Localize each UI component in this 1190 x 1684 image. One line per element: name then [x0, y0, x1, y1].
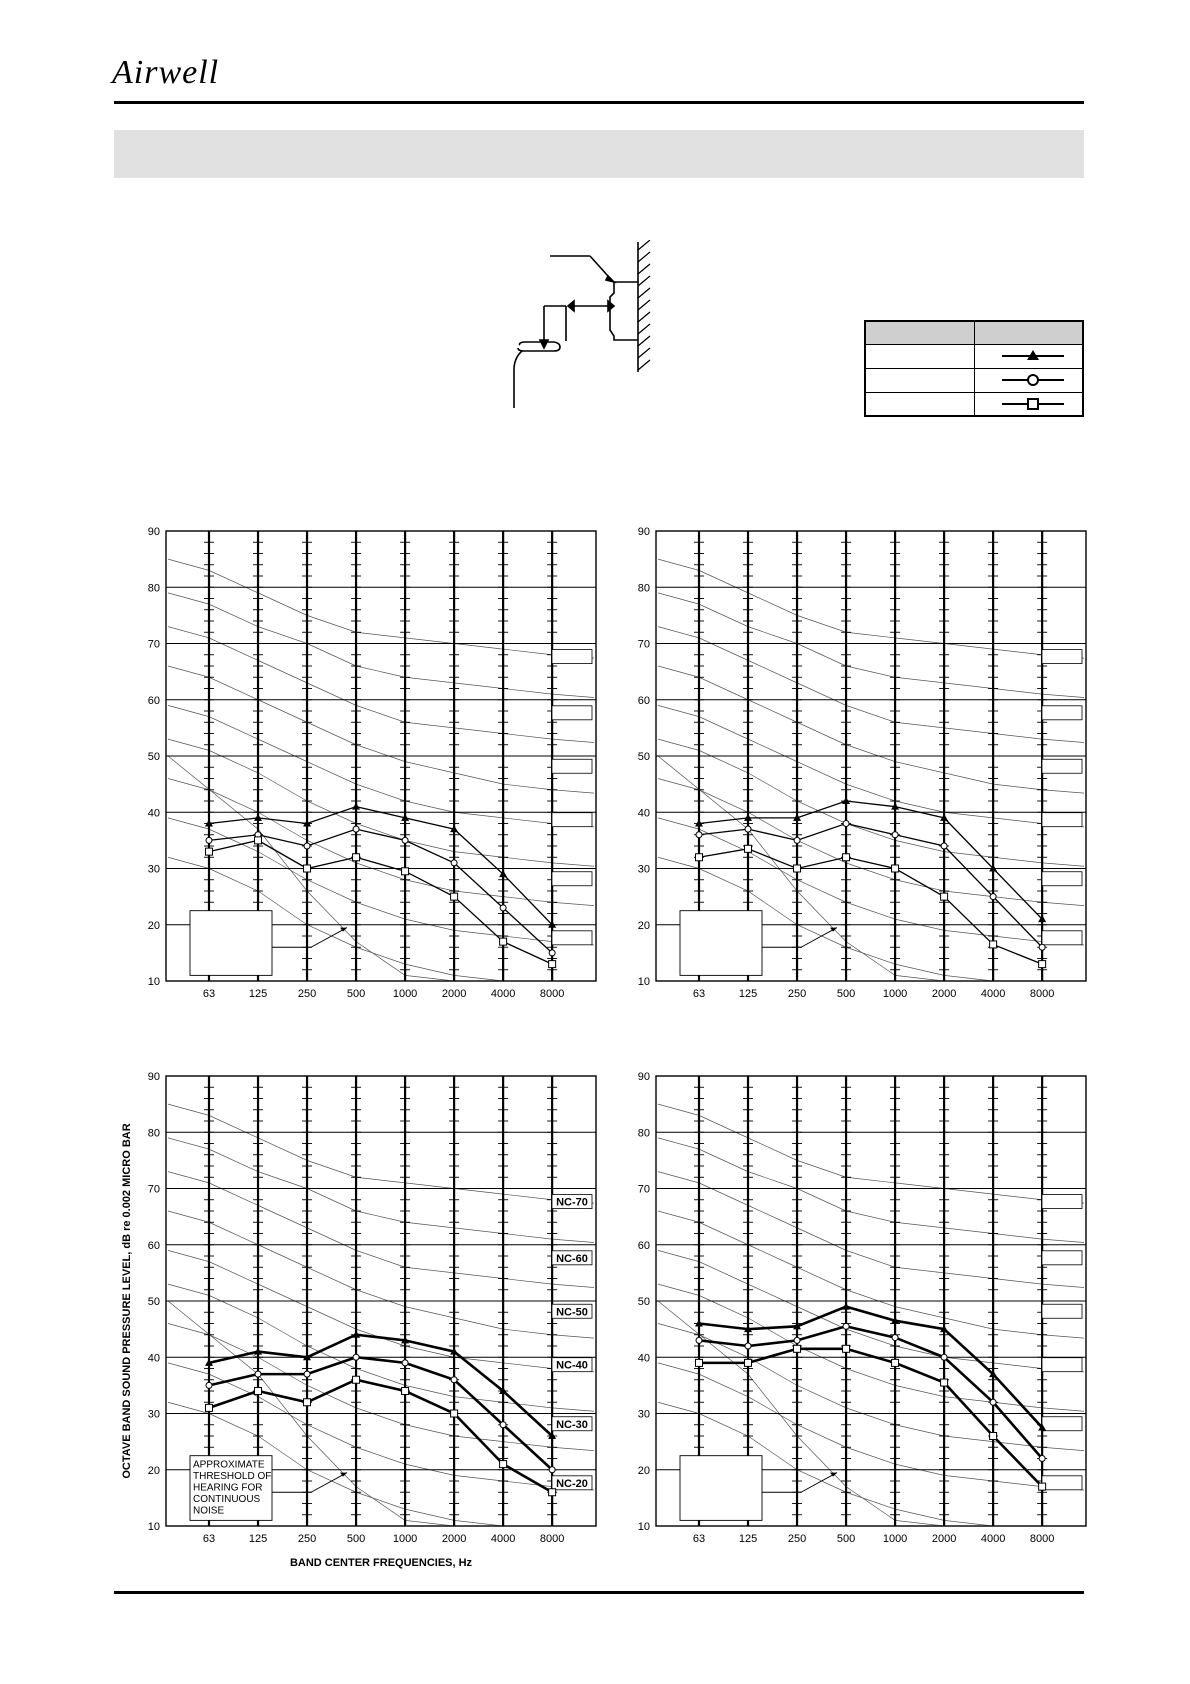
nc-label: NC-50 — [556, 1306, 588, 1319]
circle-marker-icon — [1002, 371, 1064, 389]
circle-point — [451, 860, 457, 866]
square-point — [941, 1379, 948, 1386]
nc-label-box — [1042, 1251, 1082, 1265]
x-tick-label: 1000 — [882, 988, 908, 1000]
circle-point — [255, 1371, 261, 1377]
square-point — [549, 1489, 556, 1496]
circle-point — [843, 1323, 849, 1329]
square-point — [745, 845, 752, 852]
y-tick-label: 80 — [637, 582, 650, 595]
nc-chart-3 — [110, 1070, 604, 1590]
circle-point — [990, 1399, 996, 1405]
square-point — [843, 1345, 850, 1352]
x-tick-label: 4000 — [490, 1533, 516, 1545]
square-point — [990, 1433, 997, 1440]
square-point — [500, 1461, 507, 1468]
series-legend — [864, 320, 1084, 417]
square-point — [206, 1404, 213, 1411]
square-point — [255, 837, 262, 844]
x-tick-label: 63 — [202, 988, 216, 1000]
circle-point — [402, 1360, 408, 1366]
y-tick-label: 70 — [147, 1183, 160, 1196]
square-point — [941, 893, 948, 900]
nc-label-box — [552, 650, 592, 664]
y-tick-label: 90 — [147, 1071, 160, 1083]
nc-label-box — [1042, 1358, 1082, 1372]
square-point — [745, 1359, 752, 1366]
x-tick-label: 2000 — [931, 1533, 957, 1545]
nc-label-box — [552, 813, 592, 827]
x-tick-label: 2000 — [931, 988, 957, 1000]
square-point — [794, 1345, 801, 1352]
x-tick-label: 4000 — [490, 988, 516, 1000]
nc-chart-1 — [134, 525, 604, 1020]
y-tick-label: 30 — [147, 1408, 160, 1421]
circle-point — [549, 950, 555, 956]
x-tick-label: 1000 — [392, 1533, 418, 1545]
x-tick-label: 8000 — [539, 988, 565, 1000]
circle-point — [1039, 1456, 1045, 1462]
y-tick-label: 40 — [637, 807, 650, 820]
square-point — [892, 865, 899, 872]
x-tick-label: 250 — [297, 1533, 317, 1545]
x-tick-label: 500 — [836, 1533, 856, 1545]
circle-point — [206, 837, 212, 843]
x-tick-label: 125 — [248, 988, 268, 1000]
threshold-note-line: HEARING FOR — [193, 1482, 263, 1494]
y-tick-label: 80 — [147, 582, 160, 595]
square-point — [1039, 1483, 1046, 1490]
y-tick-label: 40 — [147, 807, 160, 820]
x-tick-label: 500 — [346, 988, 366, 1000]
circle-point — [402, 837, 408, 843]
y-tick-label: 30 — [147, 863, 160, 876]
x-tick-label: 1000 — [392, 988, 418, 1000]
threshold-note-box — [190, 911, 272, 976]
square-point — [255, 1388, 262, 1395]
nc-label-box — [1042, 706, 1082, 720]
x-tick-label: 2000 — [441, 1533, 467, 1545]
circle-point — [941, 843, 947, 849]
y-tick-label: 10 — [147, 1521, 160, 1533]
circle-point — [892, 1335, 898, 1341]
circle-point — [696, 1337, 702, 1343]
triangle-marker-icon — [1002, 347, 1064, 365]
square-point — [402, 1388, 409, 1395]
nc-label-box — [1042, 1304, 1082, 1318]
x-tick-label: 4000 — [980, 988, 1006, 1000]
x-axis-label: BAND CENTER FREQUENCIES, Hz — [289, 1557, 473, 1569]
x-tick-label: 8000 — [1029, 988, 1055, 1000]
y-tick-label: 10 — [147, 976, 160, 988]
y-tick-label: 90 — [637, 1071, 650, 1083]
square-point — [1039, 961, 1046, 968]
header-rule — [114, 101, 1084, 104]
x-tick-label: 1000 — [882, 1533, 908, 1545]
x-tick-label: 4000 — [980, 1533, 1006, 1545]
square-point — [500, 938, 507, 945]
y-tick-label: 30 — [637, 863, 650, 876]
x-tick-label: 250 — [297, 988, 317, 1000]
square-point — [402, 868, 409, 875]
y-tick-label: 10 — [637, 1521, 650, 1533]
nc-label-box — [552, 759, 592, 773]
x-tick-label: 63 — [692, 1533, 706, 1545]
y-tick-label: 60 — [147, 1239, 160, 1252]
y-tick-label: 80 — [147, 1127, 160, 1140]
circle-point — [745, 826, 751, 832]
nc-label-box — [1042, 931, 1082, 945]
circle-point — [745, 1343, 751, 1349]
square-point — [206, 848, 213, 855]
y-tick-label: 90 — [637, 526, 650, 538]
nc-label-box — [1042, 872, 1082, 886]
nc-chart-2 — [624, 525, 1094, 1020]
square-point — [353, 854, 360, 861]
square-point — [451, 1410, 458, 1417]
circle-point — [990, 894, 996, 900]
x-tick-label: 500 — [836, 988, 856, 1000]
threshold-note-line: APPROXIMATE — [193, 1459, 265, 1471]
nc-chart-4 — [624, 1070, 1094, 1565]
square-marker-icon — [1002, 395, 1064, 413]
circle-point — [549, 1467, 555, 1473]
circle-point — [353, 1354, 359, 1360]
threshold-note-box — [680, 911, 762, 976]
y-tick-label: 10 — [637, 976, 650, 988]
threshold-note-line: THRESHOLD OF — [193, 1471, 272, 1483]
square-point — [794, 865, 801, 872]
circle-point — [206, 1382, 212, 1388]
footer-rule — [114, 1591, 1084, 1594]
circle-point — [500, 1422, 506, 1428]
square-point — [696, 1359, 703, 1366]
nc-label-box — [552, 872, 592, 886]
threshold-note-line: NOISE — [193, 1505, 225, 1517]
x-tick-label: 125 — [248, 1533, 268, 1545]
nc-label-box — [1042, 650, 1082, 664]
legend-row-triangle — [866, 345, 1082, 369]
circle-point — [843, 821, 849, 827]
square-point — [549, 961, 556, 968]
circle-point — [941, 1354, 947, 1360]
nc-label-box — [1042, 1476, 1082, 1490]
y-tick-label: 40 — [637, 1352, 650, 1365]
installation-diagram — [490, 240, 690, 415]
circle-point — [304, 1371, 310, 1377]
square-point — [843, 854, 850, 861]
threshold-note-box — [680, 1456, 762, 1521]
x-tick-label: 8000 — [1029, 1533, 1055, 1545]
nc-label-box — [1042, 1417, 1082, 1431]
x-tick-label: 500 — [346, 1533, 366, 1545]
nc-label-box — [552, 931, 592, 945]
y-axis-label: OCTAVE BAND SOUND PRESSURE LEVEL, dB re 0.002 MICRO BAR — [121, 1123, 133, 1479]
x-tick-label: 8000 — [539, 1533, 565, 1545]
y-tick-label: 50 — [637, 1296, 650, 1308]
nc-label-box — [1042, 813, 1082, 827]
nc-label: NC-30 — [556, 1418, 588, 1431]
nc-label: NC-20 — [556, 1477, 588, 1490]
circle-point — [794, 837, 800, 843]
square-point — [353, 1376, 360, 1383]
y-tick-label: 60 — [147, 694, 160, 707]
brand-logo: Airwell — [112, 54, 220, 91]
nc-label-box — [1042, 1195, 1082, 1209]
x-tick-label: 125 — [738, 1533, 758, 1545]
square-point — [304, 865, 311, 872]
legend-row-square — [866, 393, 1082, 416]
circle-point — [451, 1377, 457, 1383]
y-tick-label: 70 — [147, 638, 160, 651]
y-tick-label: 20 — [147, 1464, 160, 1477]
y-tick-label: 70 — [637, 638, 650, 651]
y-tick-label: 40 — [147, 1352, 160, 1365]
y-tick-label: 30 — [637, 1408, 650, 1421]
y-tick-label: 20 — [637, 1464, 650, 1477]
circle-point — [1039, 944, 1045, 950]
nc-label: NC-60 — [556, 1252, 588, 1265]
y-tick-label: 60 — [637, 1239, 650, 1252]
square-point — [696, 854, 703, 861]
nc-label: NC-70 — [556, 1196, 588, 1209]
x-tick-label: 250 — [787, 1533, 807, 1545]
nc-label: NC-40 — [556, 1359, 588, 1372]
y-tick-label: 90 — [147, 526, 160, 538]
nc-label-box — [552, 706, 592, 720]
threshold-note-line: CONTINUOUS — [193, 1494, 261, 1506]
circle-point — [696, 832, 702, 838]
square-point — [304, 1399, 311, 1406]
circle-point — [304, 843, 310, 849]
square-point — [990, 941, 997, 948]
y-tick-label: 50 — [147, 751, 160, 763]
legend-row-circle — [866, 369, 1082, 393]
square-point — [451, 893, 458, 900]
y-tick-label: 70 — [637, 1183, 650, 1196]
circle-point — [500, 905, 506, 911]
y-tick-label: 20 — [637, 919, 650, 932]
legend-header — [866, 322, 1082, 345]
title-bar — [114, 130, 1084, 178]
x-tick-label: 63 — [692, 988, 706, 1000]
circle-point — [794, 1337, 800, 1343]
y-tick-label: 50 — [637, 751, 650, 763]
y-tick-label: 60 — [637, 694, 650, 707]
circle-point — [892, 832, 898, 838]
circle-point — [353, 826, 359, 832]
x-tick-label: 2000 — [441, 988, 467, 1000]
nc-label-box — [1042, 759, 1082, 773]
y-tick-label: 50 — [147, 1296, 160, 1308]
y-tick-label: 20 — [147, 919, 160, 932]
square-point — [892, 1359, 899, 1366]
x-tick-label: 63 — [202, 1533, 216, 1545]
x-tick-label: 125 — [738, 988, 758, 1000]
x-tick-label: 250 — [787, 988, 807, 1000]
y-tick-label: 80 — [637, 1127, 650, 1140]
